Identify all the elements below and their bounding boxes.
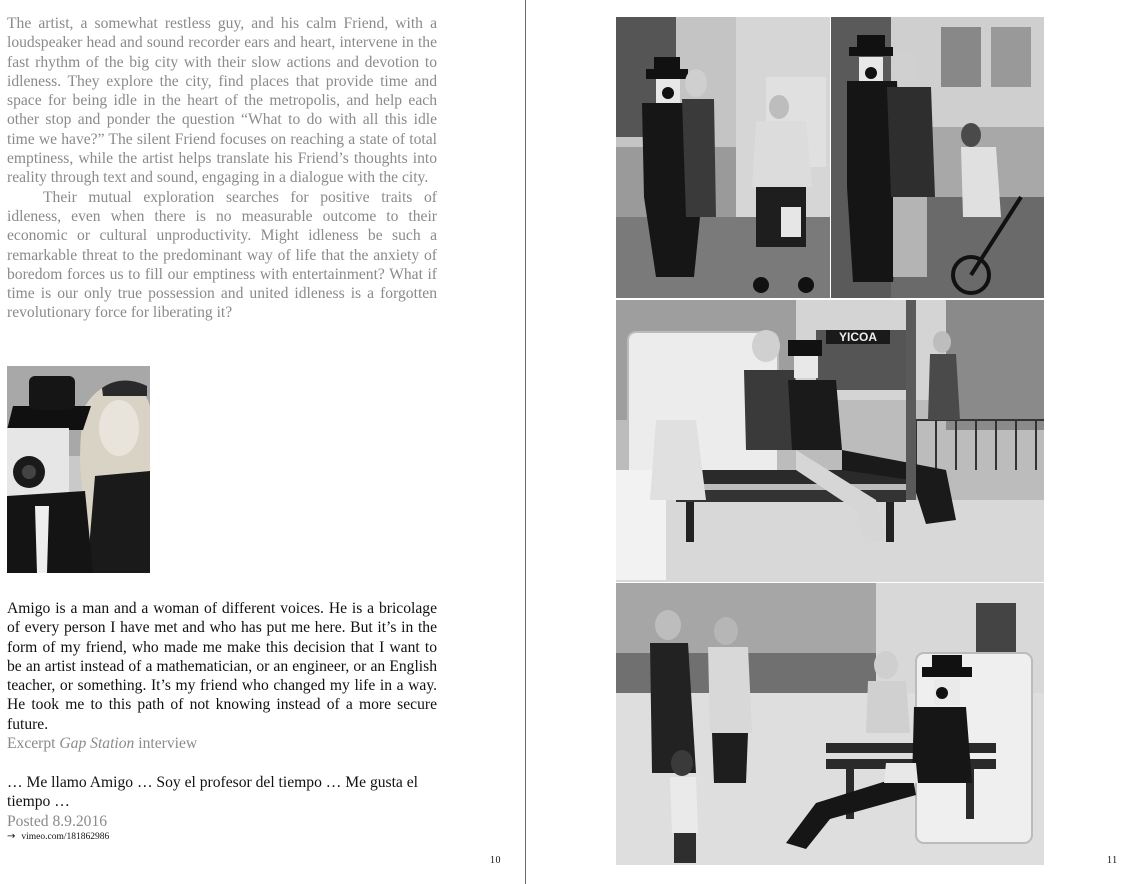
photo-bench-mattress <box>616 300 1044 582</box>
intro-text <box>7 14 437 323</box>
photo-sidewalk-boy-bike <box>831 17 1044 298</box>
video-link-row <box>7 831 109 842</box>
caption-title: Gap Station <box>59 735 135 752</box>
caption-suffix: interview <box>138 735 198 752</box>
portrait-photo <box>7 366 150 573</box>
quote-caption <box>7 734 197 753</box>
right-page <box>527 0 1129 884</box>
caption-prefix: Excerpt <box>7 735 56 752</box>
left-page <box>0 0 526 884</box>
posted-date: Posted 8.9.2016 <box>7 813 108 830</box>
arrow-right-icon: → <box>7 831 16 842</box>
photo-street-couple <box>616 17 830 298</box>
intro-paragraph-2: Their mutual exploration searches for positive traits of idleness, even when there is no measurable outcome to their economic or cultural unproductivity. Might idleness be such a remarkable threat to the predominant way of life that the anxiety of boredom forces us to fill our emptiness with entertainment? What if time is our only true possession and united idleness is a forgotten revolutionary force for liberating it? <box>7 188 437 322</box>
vimeo-link[interactable]: vimeo.com/181862986 <box>21 831 110 842</box>
intro-paragraph-1: The artist, a somewhat restless guy, and his calm Friend, with a loudspeaker head and sound recorder ears and heart, intervene in the fast rhythm of the big city with their slow actions and devotion to idleness. They explore the city, find places that provide time and space for being idle in the heart of the metropolis, and help each other stop and ponder the question “What to do with all this idle time we have?” The silent Friend focuses on reaching a state of total emptiness, while the artist helps translate his Friend’s thoughts into reality through text and sound, engaging in a dialogue with the city. <box>7 15 437 187</box>
spanish-quote: … Me llamo Amigo … Soy el profesor del tiempo … Me gusta el tiempo … <box>7 774 419 811</box>
photo-bench-group <box>616 583 1044 865</box>
amigo-quote: Amigo is a man and a woman of different voices. He is a bricolage of every person I have met and who has put me here. But it’s in the form of my friend, who made me make this decision that I want to be an artist instead of a mathematician, or an engineer, or an English teacher, or something. It’s my friend who changed my life in a way. He took me to this path of not knowing instead of a more secure future. <box>7 600 437 733</box>
shop-sign: YICOA <box>838 330 878 344</box>
spine-divider <box>525 0 526 884</box>
page-number-left: 10 <box>490 855 501 866</box>
page-number-right: 11 <box>1107 855 1118 866</box>
